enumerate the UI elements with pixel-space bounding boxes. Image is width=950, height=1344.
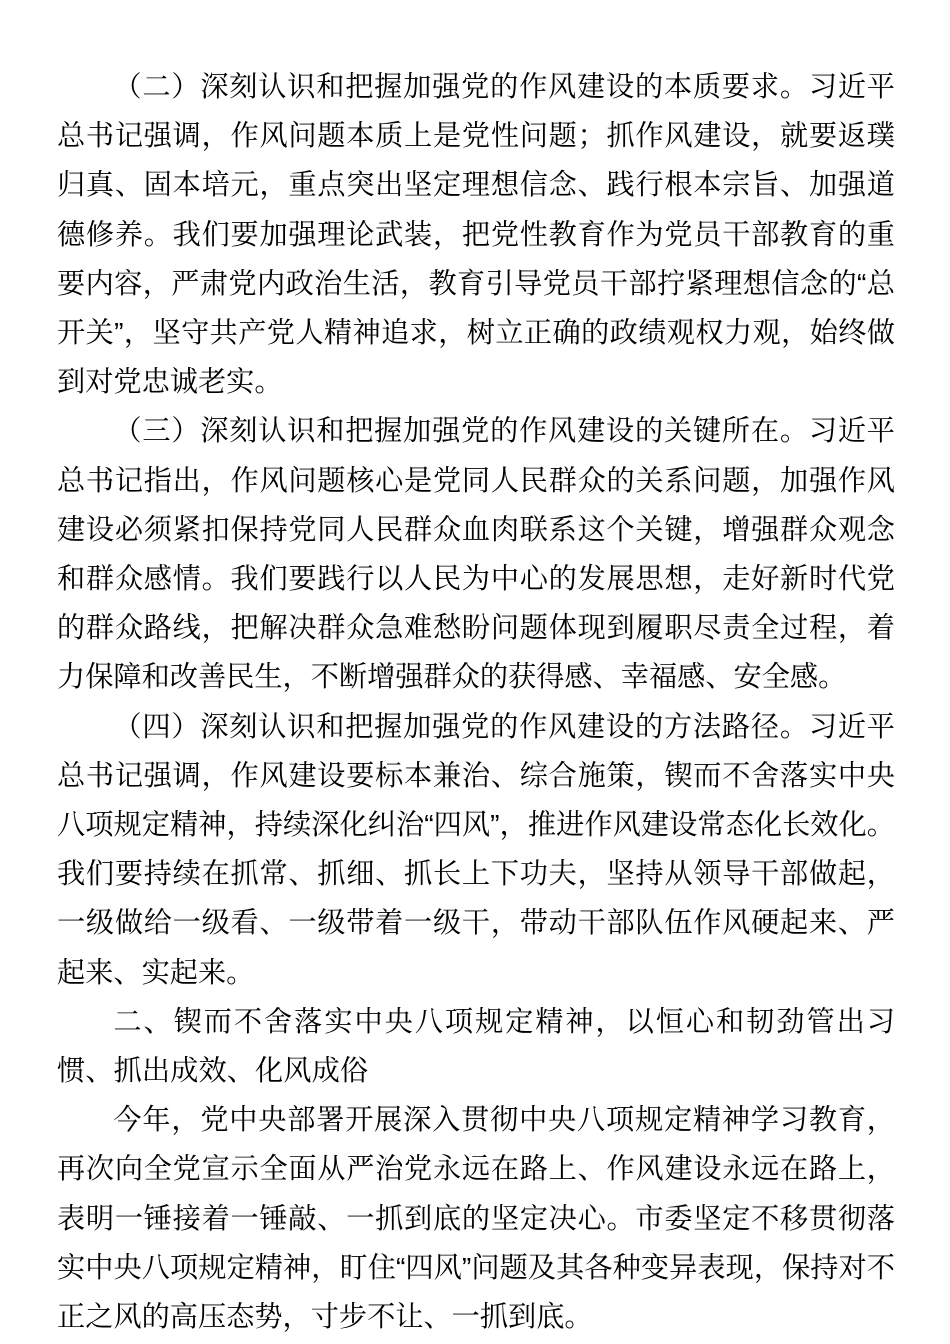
paragraph-section-four: （四）深刻认识和把握加强党的作风建设的方法路径。习近平总书记强调，作风建设要标本兼治、综合施策，锲而不舍落实中央八项规定精神，持续深化纠治“四风”，推进作风建设常态化长效化。我们要持续在抓常、抓细、抓长上下功夫，坚持从领导干部做起，一级做给一级看、一级带着一级干，带动干部队伍作风硬起来、严起来、实起来。 <box>57 709 895 988</box>
document-text-column <box>57 62 895 1341</box>
paragraph-section-three: （三）深刻认识和把握加强党的作风建设的关键所在。习近平总书记指出，作风问题核心是党同人民群众的关系问题，加强作风建设必须紧扣保持党同人民群众血肉联系这个关键，增强群众观念和群众感情。我们要践行以人民为中心的发展思想，走好新时代党的群众路线，把解决群众急难愁盼问题体现到履职尽责全过程，着力保障和改善民生，不断增强群众的获得感、幸福感、安全感。 <box>57 414 895 693</box>
section-heading-two: 二、锲而不舍落实中央八项规定精神，以恒心和韧劲管出习惯、抓出成效、化风成俗 <box>57 1004 895 1088</box>
paragraph-this-year: 今年，党中央部署开展深入贯彻中央八项规定精神学习教育，再次向全党宣示全面从严治党永远在路上、作风建设永远在路上，表明一锤接着一锤敲、一抓到底的坚定决心。市委坚定不移贯彻落实中央八项规定精神，盯住“四风”问题及其各种变异表现，保持对不正之风的高压态势，寸步不让、一抓到底。 <box>57 1103 895 1333</box>
paragraph-section-two: （二）深刻认识和把握加强党的作风建设的本质要求。习近平总书记强调，作风问题本质上是党性问题；抓作风建设，就要返璞归真、固本培元，重点突出坚定理想信念、践行根本宗旨、加强道德修养。我们要加强理论武装，把党性教育作为党员干部教育的重要内容，严肃党内政治生活，教育引导党员干部拧紧理想信念的“总开关”，坚守共产党人精神追求，树立正确的政绩观权力观，始终做到对党忠诚老实。 <box>57 70 895 398</box>
